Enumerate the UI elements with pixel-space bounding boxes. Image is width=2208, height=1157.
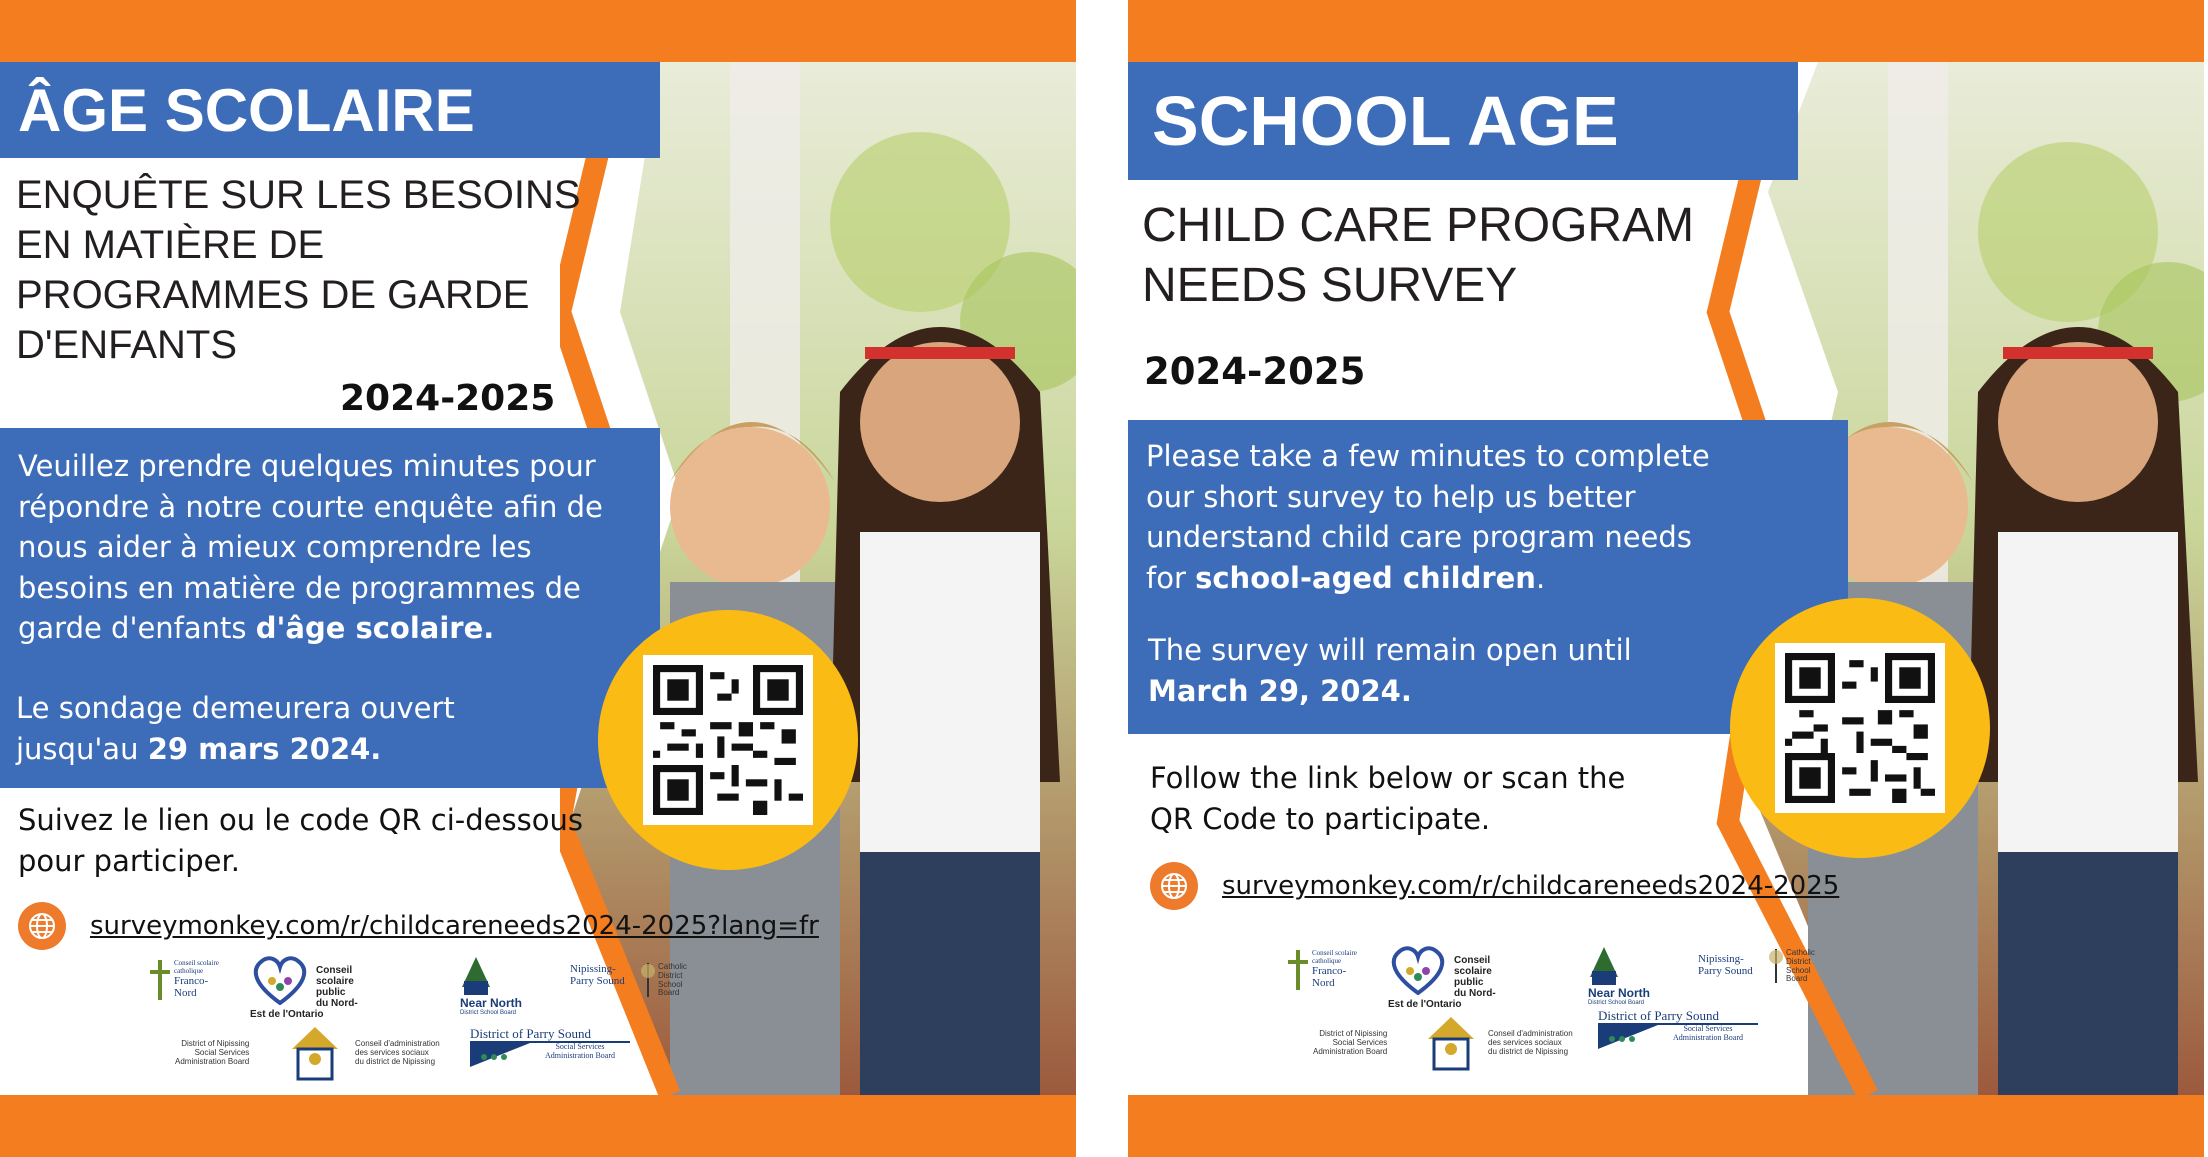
subtitle-line: PROGRAMMES DE GARDE xyxy=(16,273,530,317)
deadline-date: 29 mars 2024. xyxy=(147,731,382,766)
tree-icon xyxy=(1588,947,1620,987)
deadline-date: March 29, 2024. xyxy=(1148,673,1412,708)
partner-logos xyxy=(1278,945,1838,1075)
logo-parry-sound-ssab xyxy=(1598,1009,1758,1049)
logo-catholic-dsb xyxy=(1768,949,1816,984)
logo-text: District xyxy=(658,970,683,980)
globe-icon xyxy=(1150,862,1198,910)
logo-near-north xyxy=(460,957,522,1017)
subtitle-line: EN MATIÈRE DE xyxy=(16,223,325,267)
people-icon xyxy=(1598,1025,1658,1049)
logo-nipissing-parry-sound xyxy=(570,963,625,987)
intro-line: understand child care program needs xyxy=(1146,520,1692,555)
survey-link-row[interactable] xyxy=(1150,862,1839,910)
subtitle-line: ENQUÊTE SUR LES BESOINS xyxy=(16,173,581,217)
subtitle-line: D'ENFANTS xyxy=(16,323,237,367)
logo-text: Franco-Nord xyxy=(174,975,209,1000)
follow-instructions xyxy=(18,800,583,881)
page-title: ÂGE SCOLAIRE xyxy=(0,62,660,158)
logo-text: du Nord-Est de l'Ontario xyxy=(250,998,358,1020)
deadline-paragraph xyxy=(16,688,576,769)
deadline-paragraph xyxy=(1148,630,1708,711)
heart-icon xyxy=(250,955,310,1005)
logo-text: Administration Board xyxy=(545,1051,615,1061)
deadline-line xyxy=(1148,671,1708,712)
survey-subtitle xyxy=(16,170,596,370)
logo-text: Social Services xyxy=(194,1047,250,1057)
cross-icon xyxy=(1768,949,1784,983)
survey-link[interactable]: surveymonkey.com/r/childcareneeds2024-2025?lang=fr xyxy=(90,911,819,941)
intro-text: . xyxy=(1535,560,1546,595)
logo-text: Conseil scolaire catholique xyxy=(174,959,219,975)
intro-line: répondre à notre courte enquête afin de xyxy=(18,489,603,524)
follow-instructions xyxy=(1150,758,1625,839)
logo-conseil-admin xyxy=(355,1040,440,1066)
subtitle-line: NEEDS SURVEY xyxy=(1142,259,1518,312)
survey-link-row[interactable] xyxy=(18,902,819,950)
logo-text: Near North xyxy=(1588,986,1651,1000)
qr-circle xyxy=(598,610,858,870)
qr-code-icon xyxy=(653,665,803,815)
logo-text: District of Nipissing xyxy=(181,1039,250,1048)
logo-title: District of Parry Sound xyxy=(470,1027,630,1043)
partner-logos xyxy=(140,955,700,1085)
logo-nipissing-ssab xyxy=(175,1040,249,1066)
qr-code-icon xyxy=(1785,653,1935,803)
logo-text: Social Services xyxy=(1683,1024,1733,1034)
logo-conseil-admin xyxy=(1488,1030,1573,1056)
logo-text: du district de Nipissing xyxy=(1488,1046,1569,1056)
logo-text: Administration Board xyxy=(1313,1046,1388,1056)
survey-year: 2024-2025 xyxy=(1144,350,1366,393)
cross-icon xyxy=(150,960,170,1000)
logo-text: du district de Nipissing xyxy=(355,1056,436,1066)
cross-icon xyxy=(640,963,656,997)
follow-line: QR Code to participate. xyxy=(1150,801,1491,836)
logo-text: District School Board xyxy=(460,1010,517,1017)
logo-franco-nord xyxy=(150,960,226,1000)
deadline-line xyxy=(16,729,576,770)
logo-text: Catholic xyxy=(1786,948,1815,957)
logo-text: Conseil scolaire public xyxy=(1454,955,1492,988)
cross-icon xyxy=(1288,950,1308,990)
logo-conseil-public xyxy=(1388,945,1503,1010)
intro-paragraph xyxy=(1146,436,1766,598)
logo-text: du Nord-Est de l'Ontario xyxy=(1388,988,1496,1010)
logo-text: Franco-Nord xyxy=(1312,965,1347,990)
poster-english xyxy=(1128,0,2204,1157)
intro-line: Please take a few minutes to complete xyxy=(1146,439,1710,473)
logo-text: Administration Board xyxy=(1673,1033,1743,1043)
logo-text: District xyxy=(1786,956,1811,966)
people-icon xyxy=(470,1043,530,1067)
intro-text: garde d'enfants xyxy=(18,611,256,646)
logo-text: Near North xyxy=(460,996,523,1010)
logo-text: School Board xyxy=(1786,965,1811,984)
qr-circle xyxy=(1730,598,1990,858)
page-title: SCHOOL AGE xyxy=(1128,62,1798,180)
qr-code[interactable] xyxy=(643,655,813,825)
logo-franco-nord xyxy=(1288,950,1364,990)
logo-text: Social Services xyxy=(1332,1037,1388,1047)
logo-text: Nipissing- xyxy=(570,963,616,975)
logo-nipissing-ssab xyxy=(1313,1030,1387,1056)
heart-icon xyxy=(1388,945,1448,995)
intro-line: nous aider à mieux comprendre les xyxy=(18,530,532,565)
house-icon xyxy=(292,1027,338,1081)
logo-catholic-dsb xyxy=(640,963,688,998)
logo-text: Conseil scolaire public xyxy=(316,965,354,998)
survey-link[interactable]: surveymonkey.com/r/childcareneeds2024-2025 xyxy=(1222,871,1840,901)
logo-parry-sound-ssab xyxy=(470,1027,630,1067)
logo-title: District of Parry Sound xyxy=(1598,1009,1758,1025)
intro-paragraph xyxy=(18,446,658,649)
orange-bottom-band xyxy=(1128,1095,2204,1157)
orange-top-band xyxy=(0,0,1076,62)
logo-text: Administration Board xyxy=(175,1056,250,1066)
logo-text: Catholic xyxy=(658,962,687,971)
intro-line xyxy=(1146,558,1766,599)
logo-text: Parry Sound xyxy=(570,975,625,988)
logo-text: District of Nipissing xyxy=(1319,1029,1388,1038)
survey-subtitle xyxy=(1142,196,1762,316)
logo-text: des services sociaux xyxy=(1488,1037,1562,1047)
logo-text: Nipissing- xyxy=(1698,953,1744,965)
intro-text: for xyxy=(1146,560,1196,595)
poster-french xyxy=(0,0,1076,1157)
deadline-text: jusqu'au xyxy=(16,731,148,766)
house-icon xyxy=(1428,1017,1474,1071)
logo-text: Conseil d'administration xyxy=(1488,1029,1573,1038)
intro-line xyxy=(18,608,658,649)
orange-bottom-band xyxy=(0,1095,1076,1157)
orange-top-band xyxy=(1128,0,2204,62)
logo-text: Parry Sound xyxy=(1698,965,1753,978)
logo-text: Social Services xyxy=(555,1042,605,1052)
follow-line: pour participer. xyxy=(18,843,240,878)
qr-code[interactable] xyxy=(1775,643,1945,813)
globe-icon xyxy=(18,902,66,950)
subtitle-line: CHILD CARE PROGRAM xyxy=(1142,199,1695,252)
logo-text: Conseil d'administration xyxy=(355,1039,440,1048)
logo-text: School Board xyxy=(658,979,683,998)
logo-nipissing-parry-sound xyxy=(1698,953,1753,977)
intro-line: our short survey to help us better xyxy=(1146,479,1636,514)
intro-line: besoins en matière de programmes de xyxy=(18,570,581,605)
deadline-line: Le sondage demeurera ouvert xyxy=(16,691,455,725)
deadline-line: The survey will remain open until xyxy=(1148,633,1632,667)
logo-text: des services sociaux xyxy=(355,1047,429,1057)
logo-text: District School Board xyxy=(1588,1000,1645,1007)
follow-line: Follow the link below or scan the xyxy=(1150,761,1626,795)
intro-emphasis: d'âge scolaire. xyxy=(255,611,495,646)
tree-icon xyxy=(460,957,492,997)
logo-near-north xyxy=(1588,947,1650,1007)
intro-line: Veuillez prendre quelques minutes pour xyxy=(18,449,596,483)
logo-text: Conseil scolaire catholique xyxy=(1312,949,1357,965)
intro-emphasis: school-aged children xyxy=(1195,560,1536,595)
follow-line: Suivez le lien ou le code QR ci-dessous xyxy=(18,803,583,837)
logo-conseil-public xyxy=(250,955,365,1020)
survey-year: 2024-2025 xyxy=(340,378,556,419)
